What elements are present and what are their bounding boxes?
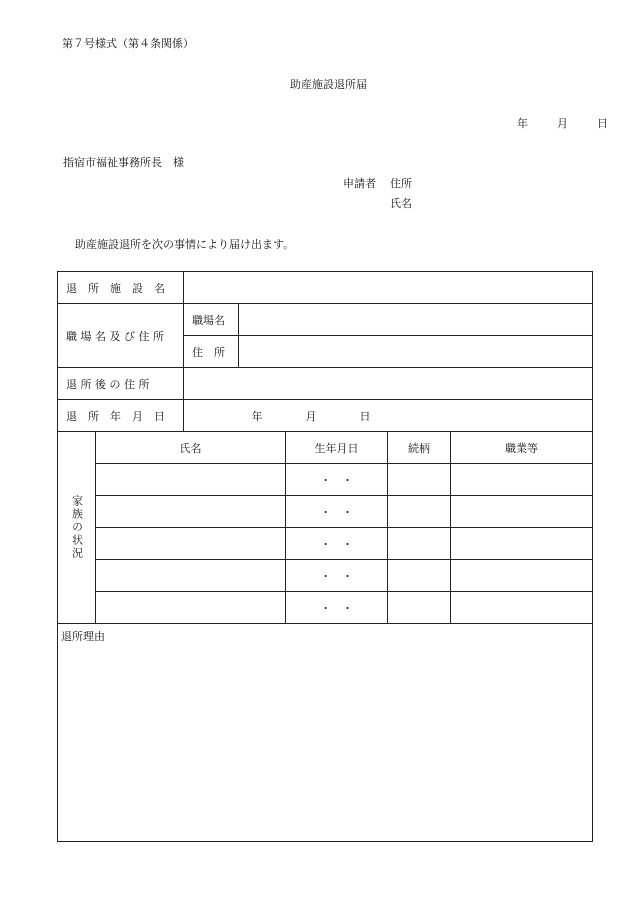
family-row xyxy=(58,560,593,592)
family-row xyxy=(58,528,593,560)
exit-date-label: 退 所 年 月 日 xyxy=(58,400,184,432)
exit-day-label: 日 xyxy=(359,409,371,423)
family-relation-cell[interactable] xyxy=(388,528,451,560)
form-title: 助産施設退所届 xyxy=(290,78,367,91)
submission-date xyxy=(517,115,608,131)
exit-reason-label: 退所理由 xyxy=(61,630,105,643)
family-header-relation: 続柄 xyxy=(388,432,451,464)
family-occupation-cell[interactable] xyxy=(451,560,593,592)
family-occupation-cell[interactable] xyxy=(451,496,593,528)
family-occupation-cell[interactable] xyxy=(451,528,593,560)
day-label: 日 xyxy=(597,117,608,130)
family-header-birthdate: 生年月日 xyxy=(286,432,388,464)
family-row xyxy=(58,464,593,496)
year-label: 年 xyxy=(517,117,528,130)
family-name-cell[interactable] xyxy=(96,496,286,528)
statement: 助産施設退所を次の事情により届け出ます。 xyxy=(75,238,295,251)
family-relation-cell[interactable] xyxy=(388,560,451,592)
exit-month-label: 月 xyxy=(305,409,317,423)
facility-label: 退 所 施 設 名 xyxy=(58,272,184,304)
family-header-name: 氏名 xyxy=(96,432,286,464)
family-birth-cell[interactable]: ・ ・ xyxy=(286,528,388,560)
family-occupation-cell[interactable] xyxy=(451,592,593,624)
family-relation-cell[interactable] xyxy=(388,592,451,624)
family-relation-cell[interactable] xyxy=(388,464,451,496)
family-header-occupation: 職業等 xyxy=(451,432,593,464)
family-name-cell[interactable] xyxy=(96,464,286,496)
family-birth-cell[interactable]: ・ ・ xyxy=(286,560,388,592)
facility-value[interactable] xyxy=(184,272,593,304)
applicant-address-label: 住所 xyxy=(390,177,412,190)
workplace-name-label: 職場名 xyxy=(184,304,239,336)
addressee: 指宿市福祉事務所長 様 xyxy=(63,156,184,169)
exit-date-value[interactable] xyxy=(184,400,593,432)
family-occupation-cell[interactable] xyxy=(451,464,593,496)
workplace-label: 職 場 名 及 び 住 所 xyxy=(58,304,184,368)
exit-form-table xyxy=(57,271,593,842)
form-number: 第７号様式（第４条関係） xyxy=(62,37,194,50)
workplace-address-label: 住 所 xyxy=(184,336,239,368)
family-name-cell[interactable] xyxy=(96,592,286,624)
workplace-address-value[interactable] xyxy=(239,336,593,368)
exit-year-label: 年 xyxy=(251,409,263,423)
exit-reason-cell[interactable] xyxy=(58,624,593,842)
workplace-name-value[interactable] xyxy=(239,304,593,336)
family-status-label: 家族の状況 xyxy=(70,495,84,560)
post-exit-address-label: 退 所 後 の 住 所 xyxy=(58,368,184,400)
family-birth-cell[interactable]: ・ ・ xyxy=(286,496,388,528)
family-status-label-cell xyxy=(58,432,96,624)
family-relation-cell[interactable] xyxy=(388,496,451,528)
family-birth-cell[interactable]: ・ ・ xyxy=(286,464,388,496)
applicant-name-label: 氏名 xyxy=(390,197,412,210)
family-row xyxy=(58,496,593,528)
family-name-cell[interactable] xyxy=(96,560,286,592)
applicant-label: 申請者 xyxy=(343,177,376,190)
month-label: 月 xyxy=(557,117,568,130)
family-row xyxy=(58,592,593,624)
family-birth-cell[interactable]: ・ ・ xyxy=(286,592,388,624)
family-name-cell[interactable] xyxy=(96,528,286,560)
post-exit-address-value[interactable] xyxy=(184,368,593,400)
